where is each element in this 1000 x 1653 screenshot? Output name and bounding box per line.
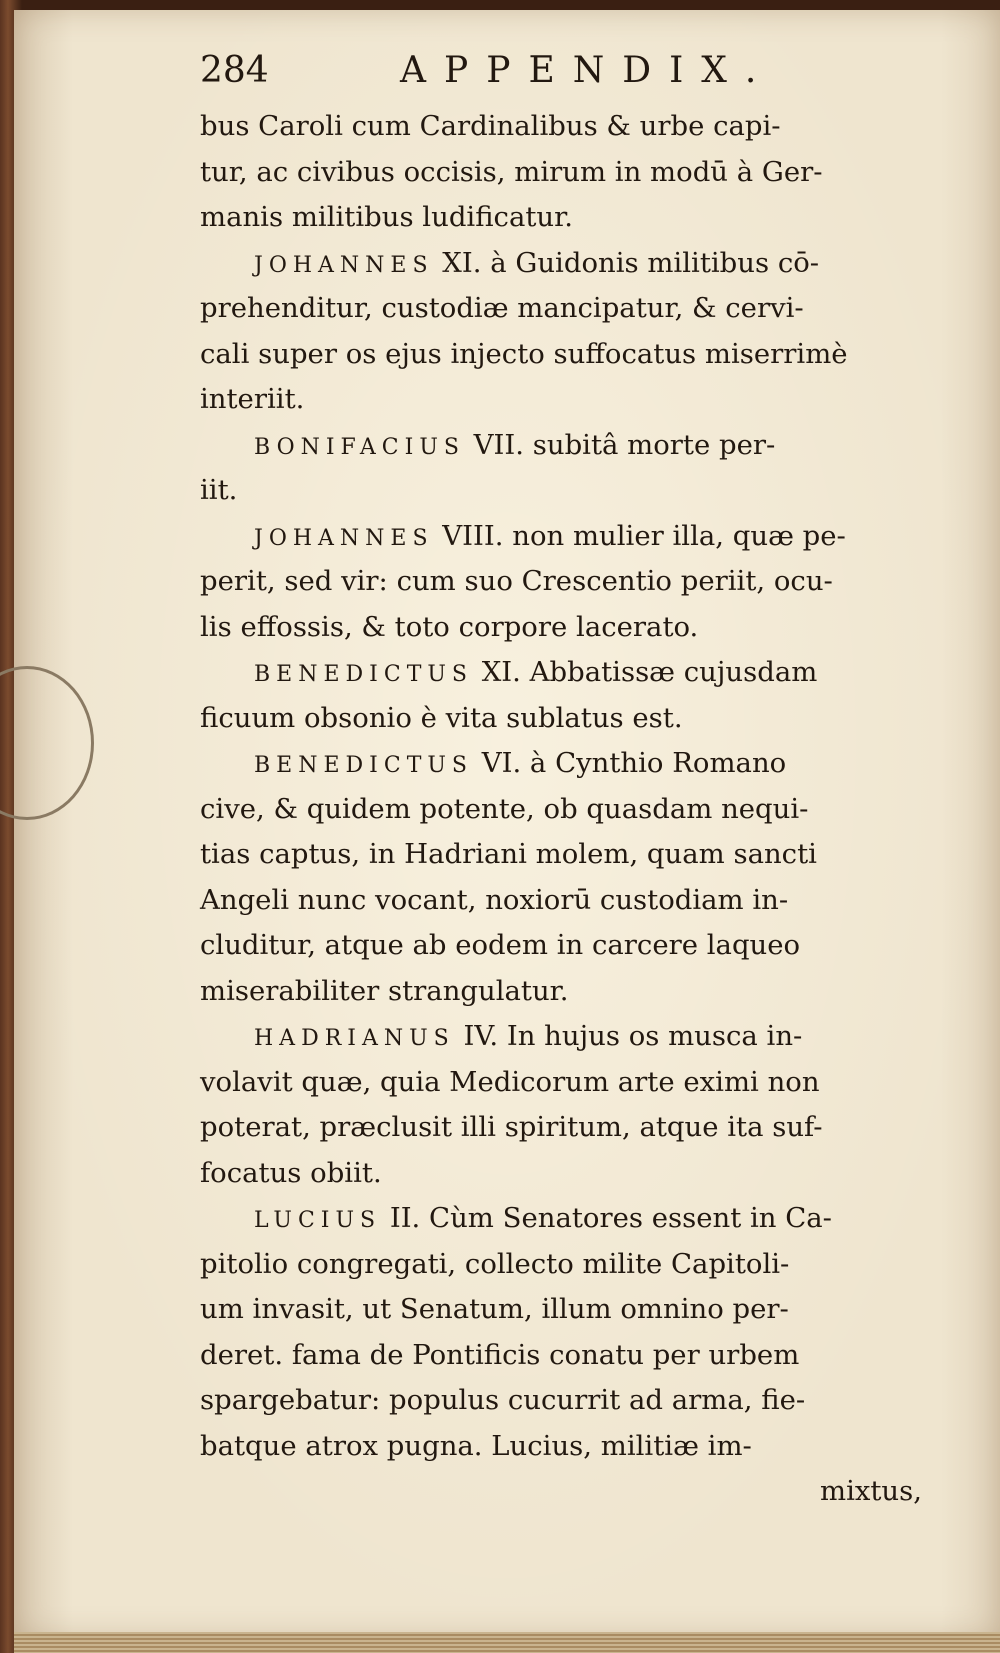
text-line [200,1151,950,1197]
text-line [200,605,950,651]
line-text: lis effossis, & toto corpore lacerato. [200,610,699,643]
line-text: Angeli nunc vocant, noxiorū custodiam in- [200,883,789,916]
line-text: II. Cùm Senatores essent in Ca- [381,1202,832,1234]
line-text: interiit. [200,383,305,415]
line-text: volavit quæ, quia Medicorum arte eximi non [200,1065,820,1098]
page-edges [14,1632,1000,1653]
line-text: cive, & quidem potente, ob quasdam nequi- [200,792,809,825]
text-line [200,1333,950,1379]
line-text: spargebatur: populus cucurrit ad arma, fie- [200,1384,806,1416]
text-line [200,150,950,196]
text-line [200,1378,950,1424]
line-text: iit. [200,474,238,506]
line-text: IV. In hujus os musca in- [454,1020,803,1052]
text-line [200,1060,950,1106]
text-line [200,377,950,423]
line-text: cluditur, atque ab eodem in carcere laqueo [200,929,801,961]
text-line [200,286,950,332]
pope-name: JOHANNES [254,525,434,551]
line-text: pitolio congregati, collecto milite Capitoli- [200,1247,790,1280]
text-line [200,923,950,969]
line-text: cali super os ejus injecto suffocatus miserrimè [200,337,848,370]
running-head: APPENDIX. [400,50,775,91]
text-line [200,741,950,787]
text-line [200,104,950,150]
text-line [200,1196,950,1242]
text-line [200,1424,950,1470]
text-line [200,787,950,833]
text-line [200,878,950,924]
text-line [200,514,950,560]
text-line [200,1014,950,1060]
pope-name: JOHANNES [254,252,434,278]
text-line [200,423,950,469]
text-line [200,559,950,605]
pope-name: BENEDICTUS [254,753,473,778]
line-text: XI. à Guidonis militibus cō- [433,246,820,279]
line-text: deret. fama de Pontificis conatu per urbem [200,1338,800,1371]
line-text: um invasit, ut Senatum, illum omnino per- [200,1293,789,1325]
text-line [200,832,950,878]
line-text: prehenditur, custodiæ mancipatur, & cervi- [200,292,804,324]
line-text: perit, sed vir: cum suo Crescentio periit, ocu- [200,565,833,597]
line-text: VI. à Cynthio Romano [472,747,787,779]
line-text: poterat, præclusit illi spiritum, atque ita suf- [200,1111,823,1143]
line-text: VIII. non mulier illa, quæ pe- [433,519,846,552]
line-text: XI. Abbatissæ cujusdam [472,656,818,688]
text-line [200,468,950,514]
line-text: focatus obiit. [200,1156,382,1189]
text-line [200,241,950,287]
page-header [200,50,960,100]
line-text: ficuum obsonio è vita sublatus est. [200,701,683,734]
line-text: bus Caroli cum Cardinalibus & urbe capi- [200,110,781,142]
line-text: batque atrox pugna. Lucius, militiæ im- [200,1429,752,1462]
pope-name: BENEDICTUS [254,662,473,687]
body-text [200,104,950,1515]
line-text: tias captus, in Hadriani molem, quam sancti [200,838,817,870]
text-line [200,1287,950,1333]
text-line [200,1242,950,1288]
text-line [200,195,950,241]
text-line [200,332,950,378]
text-line [200,1105,950,1151]
catchword: mixtus, [820,1475,922,1507]
page-number: 284 [200,50,269,91]
text-line [200,969,950,1015]
line-text: manis militibus ludificatur. [200,201,573,233]
line-text: VII. subitâ morte per- [464,428,776,461]
text-line [200,650,950,696]
pope-name: LUCIUS [254,1208,382,1233]
pope-name: BONIFACIUS [254,434,465,460]
pope-name: HADRIANUS [254,1026,455,1051]
text-line [200,696,950,742]
line-text: tur, ac civibus occisis, mirum in modū à Ger- [200,155,823,188]
line-text: miserabiliter strangulatur. [200,974,569,1007]
